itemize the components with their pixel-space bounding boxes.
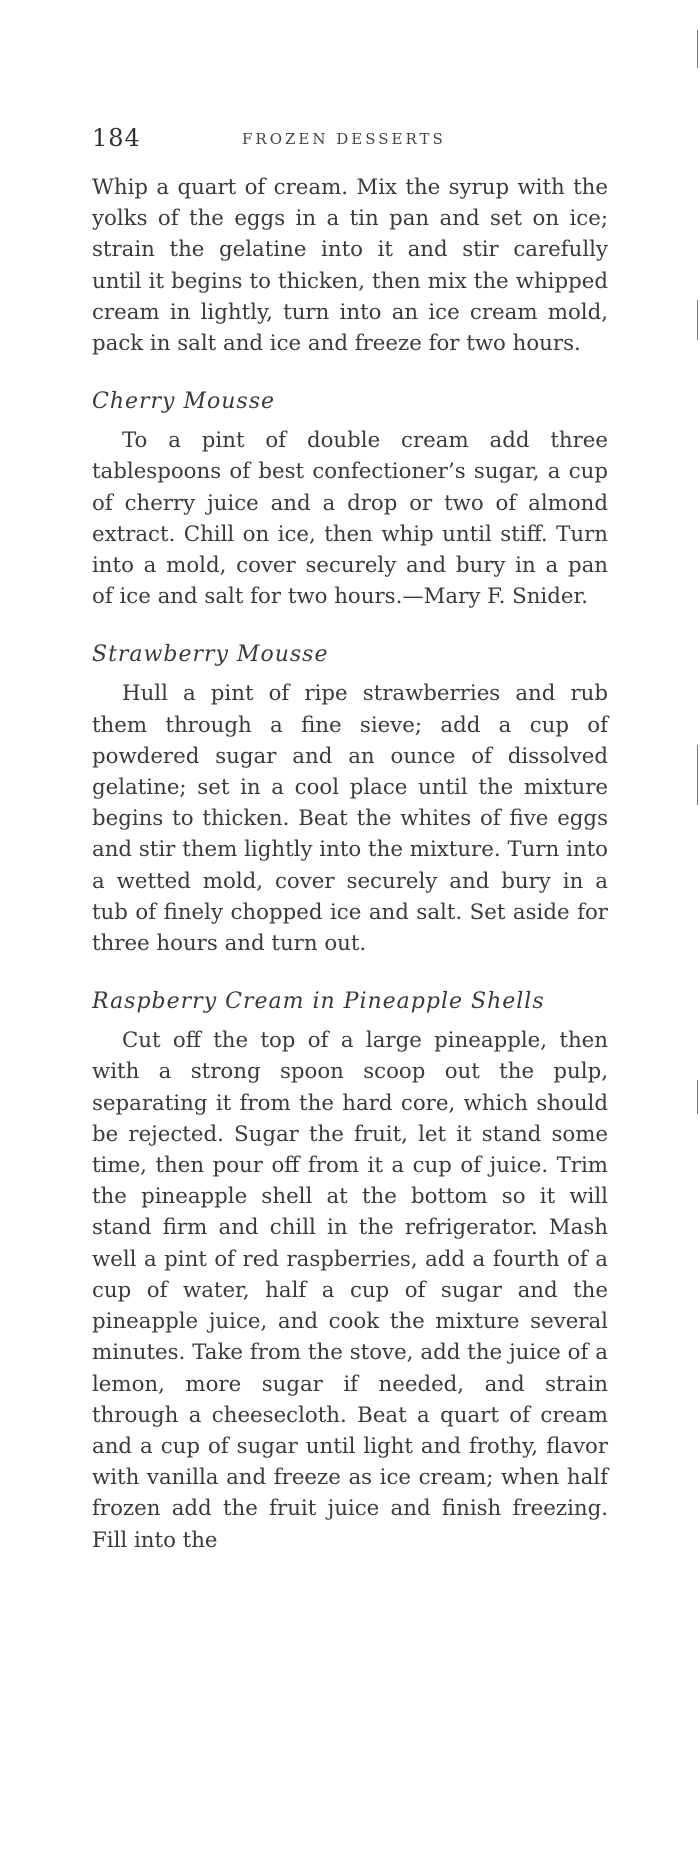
page-body bbox=[92, 172, 608, 1556]
scan-edge-mark bbox=[697, 300, 698, 340]
running-head bbox=[92, 124, 612, 154]
recipe-title-cherry-mousse: Cherry Mousse bbox=[92, 389, 276, 415]
recipe-title-strawberry-mousse: Strawberry Mousse bbox=[92, 642, 329, 668]
page-number: 184 bbox=[92, 124, 141, 152]
recipe-text-cherry-mousse: To a pint of double cream add three tablespoons of best confectioner’s sugar, a cup of cherry juice and a drop or two of almond extract. Chill on ice, then whip until stiff. Turn into a mold, cover securely and bury in a pan of ice and salt for two hours.—Mary F. Snider. bbox=[92, 428, 608, 610]
recipe-title-raspberry-cream: Raspberry Cream in Pineapple Shells bbox=[92, 989, 545, 1015]
running-title: FROZEN DESSERTS bbox=[242, 130, 446, 148]
scan-edge-mark bbox=[697, 745, 698, 805]
recipe-text-raspberry-cream: Cut off the top of a large pineapple, then with a strong spoon scoop out the pulp, separating it from the hard core, which should be rejected. Sugar the fruit, let it stand some time, then pour off from it a cup of juice. Trim the pineapple shell at the bottom so it will stand firm and chill in the refrigerator. Mash well a pint of red raspberries, add a fourth of a cup of water, half a cup of sugar and the pineapple juice, and cook the mixture several minutes. Take from the stove, add the juice of a lemon, more sugar if needed, and strain through a cheesecloth. Beat a quart of cream and a cup of sugar until light and frothy, flavor with vanilla and freeze as ice cream; when half frozen add the fruit juice and finish freezing. Fill into the bbox=[92, 1028, 608, 1553]
scan-edge-mark bbox=[697, 1080, 698, 1114]
recipe-text-strawberry-mousse: Hull a pint of ripe strawberries and rub them through a fine sieve; add a cup of powdered sugar and an ounce of dissolved gelatine; set in a cool place until the mixture begins to thicken. Beat the whites of five eggs and stir them lightly into the mixture. Turn into a wetted mold, cover securely and bury in a tub of finely chopped ice and salt. Set aside for three hours and turn out. bbox=[92, 681, 608, 957]
scan-edge-mark bbox=[697, 30, 698, 68]
intro-paragraph: Whip a quart of cream. Mix the syrup with the yolks of the eggs in a tin pan and set on ice; strain the gelatine into it and stir carefully until it begins to thicken, then mix the whipped cream in lightly, turn into an ice cream mold, pack in salt and ice and freeze for two hours. bbox=[92, 175, 608, 357]
